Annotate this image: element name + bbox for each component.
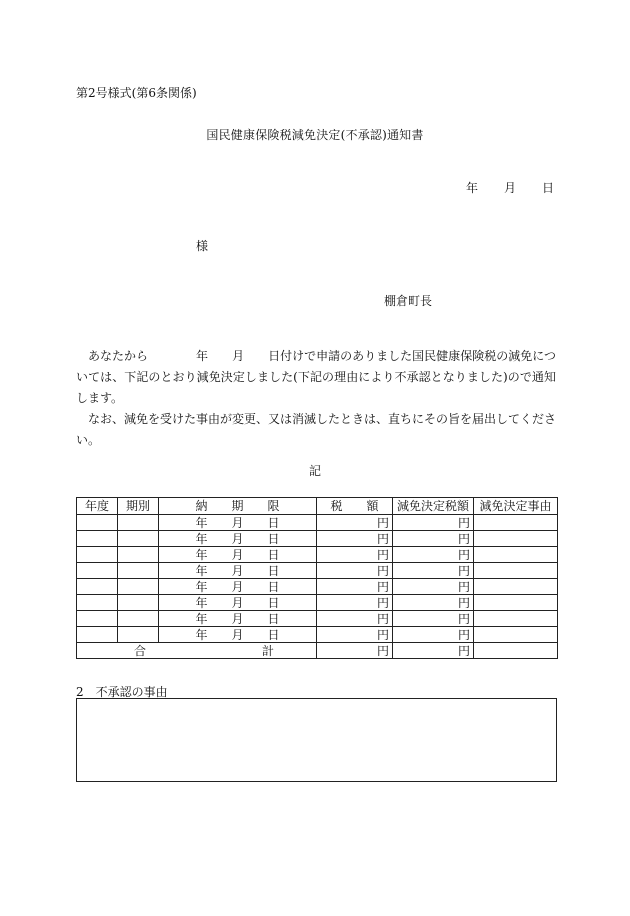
- cell-reduced-amount: 円: [393, 611, 474, 627]
- table-row: [77, 627, 558, 643]
- cell-reduced-amount: 円: [393, 531, 474, 547]
- cell-tax-amount: 円: [317, 611, 393, 627]
- cell-fiscal-year: [77, 531, 118, 547]
- table-row: [77, 595, 558, 611]
- issue-date: [466, 179, 554, 196]
- cell-fiscal-year: [77, 579, 118, 595]
- cell-reduced-amount: 円: [393, 563, 474, 579]
- cell-fiscal-year: [77, 563, 118, 579]
- header-due-date: 納 期 限: [159, 498, 317, 515]
- cell-due-date: 年 月 日: [159, 515, 317, 531]
- cell-tax-amount: 円: [317, 579, 393, 595]
- ki-heading: 記: [308, 464, 321, 478]
- cell-reduction-reason: [474, 531, 558, 547]
- cell-due-date: 年 月 日: [159, 547, 317, 563]
- cell-fiscal-year: [77, 611, 118, 627]
- body-paragraph-1: あなたから 年 月 日付けで申請のありました国民健康保険税の減免については、下記のとおり減免決定しました(下記の理由により不承認となりました)ので通知します。: [76, 349, 556, 405]
- header-tax-amount: 税 額: [317, 498, 393, 515]
- total-reduced-amount: 円: [393, 643, 474, 659]
- rejection-reason-label: 2 不承認の事由: [76, 685, 168, 699]
- cell-installment: [118, 627, 159, 643]
- cell-installment: [118, 611, 159, 627]
- cell-fiscal-year: [77, 595, 118, 611]
- cell-tax-amount: 円: [317, 531, 393, 547]
- table-row: [77, 547, 558, 563]
- cell-installment: [118, 515, 159, 531]
- table-row: [77, 531, 558, 547]
- date-month: 月: [504, 181, 517, 195]
- table-row: [77, 563, 558, 579]
- cell-tax-amount: 円: [317, 627, 393, 643]
- table-total-row: [77, 643, 558, 659]
- cell-tax-amount: 円: [317, 595, 393, 611]
- cell-installment: [118, 595, 159, 611]
- cell-installment: [118, 531, 159, 547]
- cell-installment: [118, 563, 159, 579]
- date-day: 日: [542, 181, 555, 195]
- total-tax-amount: 円: [317, 643, 393, 659]
- cell-due-date: 年 月 日: [159, 611, 317, 627]
- header-reduction-reason: 減免決定事由: [474, 498, 558, 515]
- cell-reduction-reason: [474, 611, 558, 627]
- header-installment: 期別: [118, 498, 159, 515]
- reduction-table: [76, 497, 558, 659]
- cell-reduction-reason: [474, 595, 558, 611]
- document-title: 国民健康保険税減免決定(不承認)通知書: [206, 128, 424, 142]
- total-reduction-reason: [474, 643, 558, 659]
- notice-body: [76, 346, 556, 451]
- cell-reduced-amount: 円: [393, 627, 474, 643]
- cell-tax-amount: 円: [317, 563, 393, 579]
- cell-due-date: 年 月 日: [159, 627, 317, 643]
- total-label-left: 合: [134, 643, 147, 658]
- date-year: 年: [466, 181, 479, 195]
- table-row: [77, 515, 558, 531]
- cell-fiscal-year: [77, 627, 118, 643]
- cell-installment: [118, 579, 159, 595]
- cell-due-date: 年 月 日: [159, 531, 317, 547]
- cell-due-date: 年 月 日: [159, 595, 317, 611]
- cell-reduction-reason: [474, 627, 558, 643]
- total-label: [77, 643, 317, 659]
- form-number: 第2号様式(第6条関係): [76, 86, 197, 100]
- cell-tax-amount: 円: [317, 547, 393, 563]
- table-row: [77, 611, 558, 627]
- cell-reduced-amount: 円: [393, 595, 474, 611]
- cell-reduction-reason: [474, 547, 558, 563]
- addressee-honorific: 様: [196, 239, 209, 253]
- cell-reduction-reason: [474, 515, 558, 531]
- rejection-reason-box: [76, 698, 557, 782]
- cell-installment: [118, 547, 159, 563]
- sender-title: 棚倉町長: [384, 294, 433, 308]
- table-header-row: [77, 498, 558, 515]
- cell-fiscal-year: [77, 515, 118, 531]
- table-row: [77, 579, 558, 595]
- cell-reduced-amount: 円: [393, 515, 474, 531]
- cell-due-date: 年 月 日: [159, 563, 317, 579]
- cell-due-date: 年 月 日: [159, 579, 317, 595]
- header-fiscal-year: 年度: [77, 498, 118, 515]
- header-reduced-amount: 減免決定税額: [393, 498, 474, 515]
- cell-reduction-reason: [474, 563, 558, 579]
- cell-reduction-reason: [474, 579, 558, 595]
- cell-reduced-amount: 円: [393, 547, 474, 563]
- cell-tax-amount: 円: [317, 515, 393, 531]
- cell-reduced-amount: 円: [393, 579, 474, 595]
- total-label-right: 計: [262, 643, 275, 658]
- cell-fiscal-year: [77, 547, 118, 563]
- body-paragraph-2: なお、減免を受けた事由が変更、又は消滅したときは、直ちにその旨を届出してください。: [76, 412, 557, 447]
